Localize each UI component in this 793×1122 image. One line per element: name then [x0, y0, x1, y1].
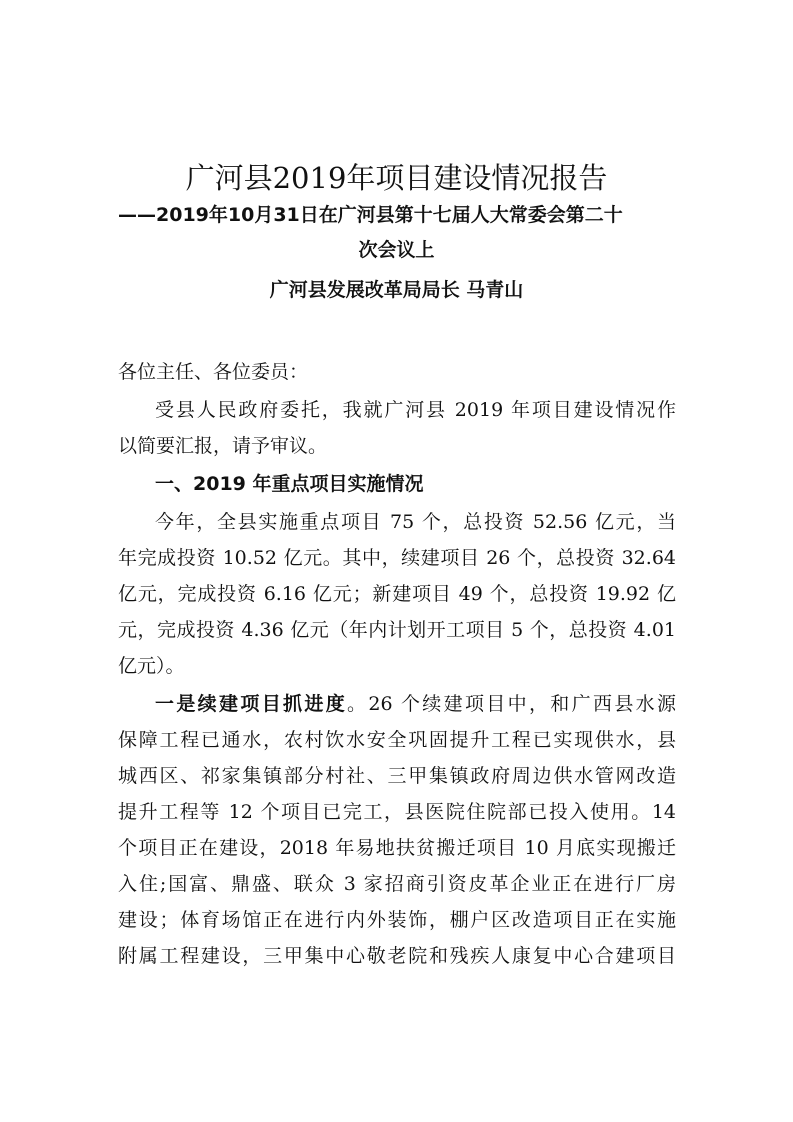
paragraph-line: 受县人民政府委托，我就广河县 2019 年项目建设情况作: [155, 399, 676, 421]
paragraph-line: 今年，全县实施重点项目 75 个，总投资 52.56 亿元，当: [155, 511, 676, 533]
subtitle-line-1: ——2019年10月31日在广河县第十七届人大常委会第二十: [118, 204, 623, 226]
paragraph-line: 个项目正在建设，2018 年易地扶贫搬迁项目 10 月底实现搬迁: [118, 837, 676, 859]
paragraph-line: 元，完成投资 4.36 亿元（年内计划开工项目 5 个，总投资 4.01: [118, 619, 676, 641]
author-line: 广河县发展改革局局长 马青山: [269, 279, 524, 301]
section-heading: 一、2019 年重点项目实施情况: [155, 473, 424, 495]
paragraph-line: 保障工程已通水，农村饮水安全巩固提升工程已实现供水，县: [118, 729, 676, 751]
paragraph-line: 建设；体育场馆正在进行内外装饰，棚户区改造项目正在实施: [118, 909, 676, 931]
paragraph-line: 附属工程建设，三甲集中心敬老院和残疾人康复中心合建项目: [118, 945, 676, 967]
bold-lead: 一是续建项目抓进度: [155, 693, 348, 715]
paragraph-line: 亿元，完成投资 6.16 亿元；新建项目 49 个，总投资 19.92 亿: [118, 583, 676, 605]
salutation: 各位主任、各位委员：: [118, 361, 309, 383]
paragraph-line: 城西区、祁家集镇部分村社、三甲集镇政府周边供水管网改造: [118, 765, 676, 787]
paragraph-text: 。26 个续建项目中，和广西县水源: [347, 693, 676, 715]
subtitle-line-2: 次会议上: [358, 239, 435, 261]
paragraph-line: 入住;国富、鼎盛、联众 3 家招商引资皮革企业正在进行厂房: [118, 873, 676, 895]
paragraph-line: 提升工程等 12 个项目已完工，县医院住院部已投入使用。14: [118, 801, 676, 823]
paragraph-line: 以简要汇报，请予审议。: [118, 435, 328, 457]
paragraph-line: [155, 686, 676, 722]
document-title: 广河县2019年项目建设情况报告: [185, 161, 608, 195]
paragraph-line: 亿元）。: [118, 655, 185, 677]
paragraph-line: 年完成投资 10.52 亿元。其中，续建项目 26 个，总投资 32.64: [118, 547, 676, 569]
